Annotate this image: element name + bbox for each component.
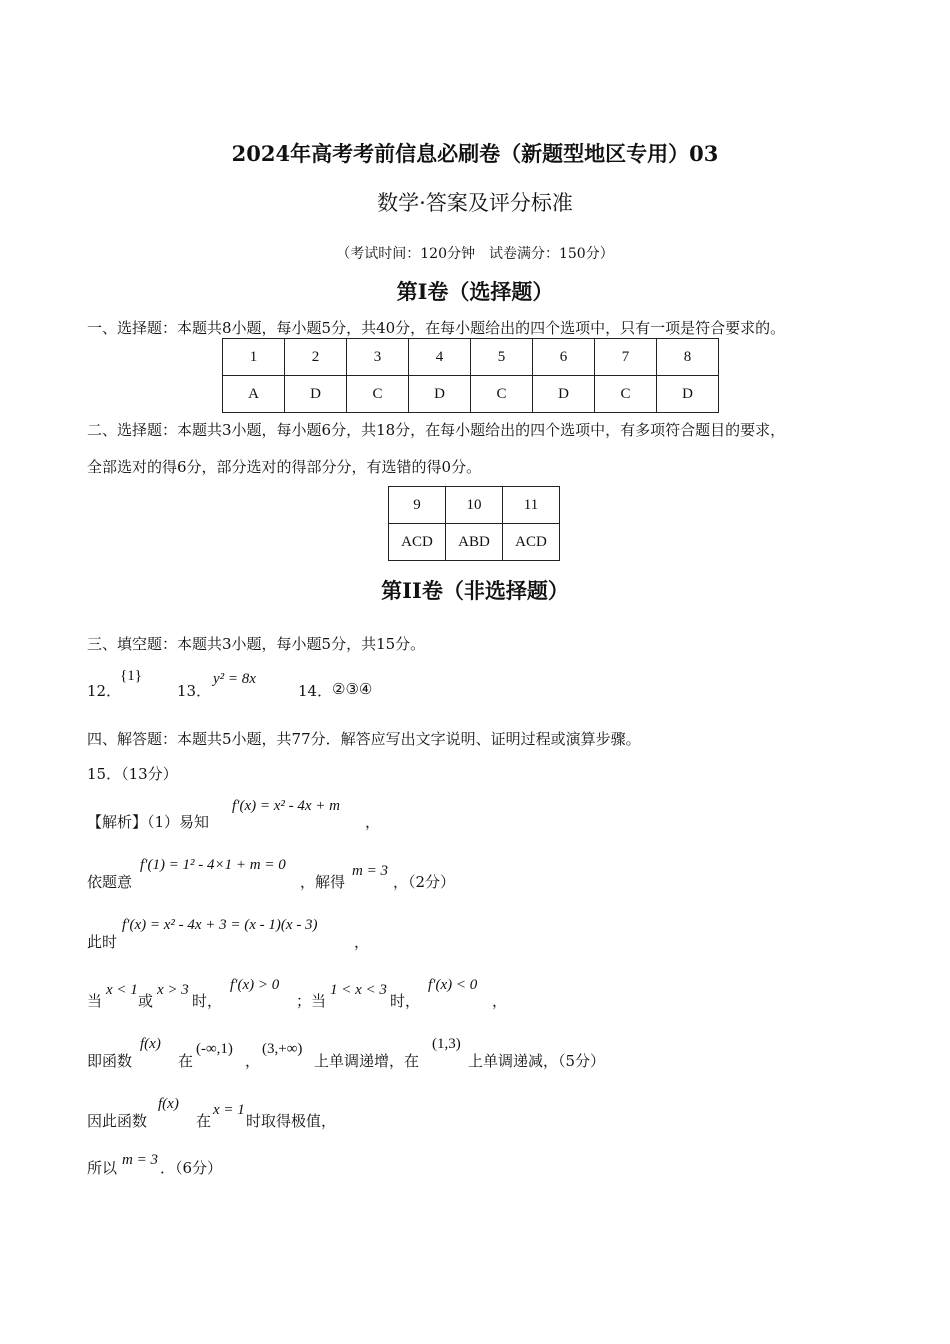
q15-line4-math3: f′(x) > 0 [230,977,280,993]
table-row-numbers [389,487,560,524]
q15-line5-math3: (3,+∞) [262,1041,303,1057]
question-number-cell: 1 [223,339,285,376]
question-number-cell: 2 [285,339,347,376]
q15-line2-math: f′(1) = 1² - 4×1 + m = 0 [140,857,286,873]
q15-line6-b: 在 [196,1112,212,1130]
answer-cell: D [533,376,595,413]
q15-line1-math: f′(x) = x² - 4x + m [232,798,340,814]
question-number-cell: 10 [446,487,503,524]
q15-line5-math4: (1,3) [432,1036,461,1052]
q15-line6-a: 因此函数 [87,1112,148,1130]
answer-cell: D [285,376,347,413]
q15-line4-math4: 1 < x < 3 [330,982,387,998]
question-number-cell: 8 [657,339,719,376]
table-row-numbers [223,339,719,376]
choice-answer-table-1 [222,338,719,413]
q15-line6-math2: x = 1 [213,1102,245,1118]
q15-line5-e: 上单调递减，（5分） [468,1052,606,1070]
q15-line6-math1: f(x) [158,1096,179,1112]
choice-answer-table-2 [388,486,560,561]
answer-cell: A [223,376,285,413]
q14-answer: ②③④ [332,680,373,698]
q15-line4-b: 或 [138,992,154,1010]
q15-line7-math1: m = 3 [122,1152,158,1168]
answer-cell: D [657,376,719,413]
q15-line5-d: 上单调递增，在 [314,1052,420,1070]
answer-cell: C [347,376,409,413]
q15-line5-a: 即函数 [87,1052,133,1070]
q15-line5-math1: f(x) [140,1036,161,1052]
q15-line4-math1: x < 1 [106,982,138,998]
answer-cell: C [595,376,657,413]
question-number-cell: 3 [347,339,409,376]
question-number-cell: 9 [389,487,446,524]
q14-label: 14． [298,682,333,700]
section3-instructions: 三、填空题：本题共3小题，每小题5分，共15分。 [87,635,426,653]
question-number-cell: 11 [503,487,560,524]
q15-line4-a: 当 [87,992,103,1010]
question-number-cell: 5 [471,339,533,376]
q15-line7-b: ．（6分） [160,1159,223,1177]
answer-cell: C [471,376,533,413]
q15-line1-text: 【解析】（1）易知 [87,813,210,831]
part2-heading: 第II卷（非选择题） [381,578,569,603]
answer-cell: ABD [446,524,503,561]
exam-time-info: （考试时间：120分钟 试卷满分：150分） [336,246,614,262]
q15-line4-c: 时， [192,992,223,1010]
q15-line2-mid: ，解得 [300,873,346,891]
part1-heading: 第I卷（选择题） [396,279,554,304]
q15-line5-math2: (-∞,1) [196,1041,233,1057]
q15-line2-math2: m = 3 [352,863,388,879]
q15-label: 15．（13分） [87,765,178,783]
q15-line4-math5: f′(x) < 0 [428,977,478,993]
q15-line3-text: 此时 [87,933,118,951]
table-row-answers [389,524,560,561]
table-row-answers [223,376,719,413]
section4-instructions: 四、解答题：本题共5小题，共77分．解答应写出文字说明、证明过程或演算步骤。 [87,730,641,748]
page-subtitle: 数学·答案及评分标准 [377,191,573,215]
q12-answer: {1} [120,668,142,684]
q15-line4-f: ， [492,992,508,1010]
q12-label: 12． [87,682,122,700]
answer-cell: D [409,376,471,413]
question-number-cell: 7 [595,339,657,376]
q13-label: 13． [177,682,212,700]
q15-line5-b: 在 [178,1052,194,1070]
section2-instructions-line1: 二、选择题：本题共3小题，每小题6分，共18分，在每小题给出的四个选项中，有多项符合题目的要求， [87,421,786,439]
q15-line2-tail: ，（2分） [393,873,456,891]
q15-line4-e: 时， [390,992,421,1010]
question-number-cell: 6 [533,339,595,376]
page-title: 2024年高考考前信息必刷卷（新题型地区专用）03 [231,141,719,166]
q15-line3-tail: ， [354,933,370,951]
q15-line5-c: ， [245,1052,261,1070]
q15-line2-text: 依题意 [87,873,133,891]
q15-line4-d: ；当 [296,992,327,1010]
q15-line6-c: 时取得极值， [246,1112,337,1130]
question-number-cell: 4 [409,339,471,376]
q13-answer: y² = 8x [213,671,256,687]
q15-line4-math2: x > 3 [157,982,189,998]
q15-line3-math: f′(x) = x² - 4x + 3 = (x - 1)(x - 3) [122,917,318,933]
q15-line1-tail: ， [365,813,381,831]
answer-cell: ACD [389,524,446,561]
answer-cell: ACD [503,524,560,561]
section1-instructions: 一、选择题：本题共8小题，每小题5分，共40分，在每小题给出的四个选项中，只有一项是符合要求的。 [87,319,786,337]
section2-instructions-line2: 全部选对的得6分，部分选对的得部分分，有选错的得0分。 [87,458,482,476]
q15-line7-a: 所以 [87,1159,118,1177]
